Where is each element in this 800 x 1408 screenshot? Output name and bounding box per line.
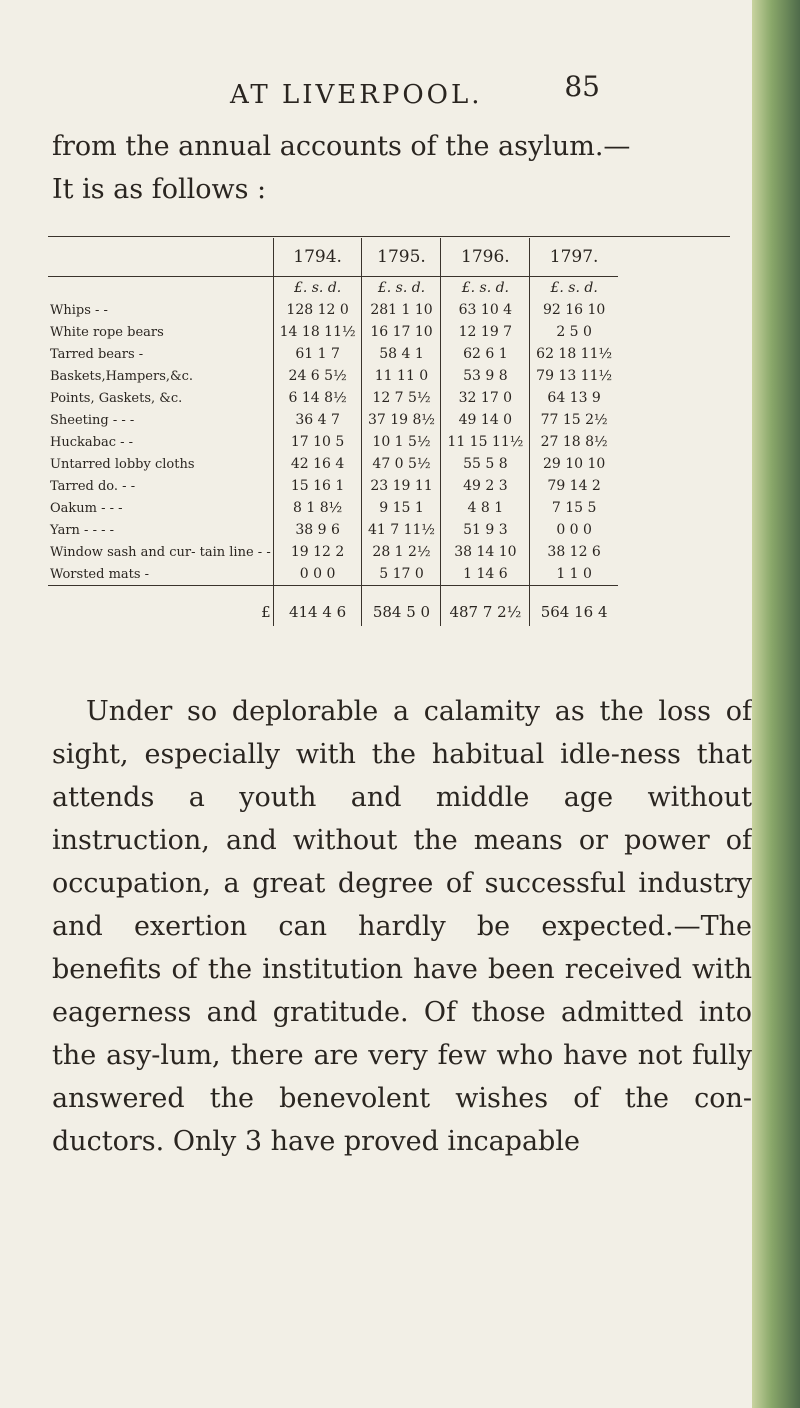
total-value: 564 16 4 xyxy=(530,586,618,627)
total-label: £ xyxy=(48,586,273,627)
cell-value: 38 14 10 xyxy=(441,541,530,563)
cell-value: 128 12 0 xyxy=(273,299,362,321)
year-header: 1794. xyxy=(273,238,362,277)
unit-label: £. s. d. xyxy=(362,277,441,300)
unit-row xyxy=(48,277,618,300)
table-row xyxy=(48,431,618,453)
cell-value: 24 6 5½ xyxy=(273,365,362,387)
cell-value: 6 14 8½ xyxy=(273,387,362,409)
unit-label: £. s. d. xyxy=(530,277,618,300)
cell-value: 10 1 5½ xyxy=(362,431,441,453)
table-row xyxy=(48,409,618,431)
cell-value: 79 14 2 xyxy=(530,475,618,497)
cell-value: 64 13 9 xyxy=(530,387,618,409)
cell-value: 38 12 6 xyxy=(530,541,618,563)
cell-value: 4 8 1 xyxy=(441,497,530,519)
total-row xyxy=(48,586,618,627)
cell-value: 51 9 3 xyxy=(441,519,530,541)
year-header: 1795. xyxy=(362,238,441,277)
unit-spacer xyxy=(48,277,273,300)
table-row xyxy=(48,365,618,387)
cell-value: 62 18 11½ xyxy=(530,343,618,365)
intro-text: from the annual accounts of the asylum.— It is as follows : xyxy=(52,131,631,205)
running-head: AT LIVERPOOL. xyxy=(230,80,483,110)
row-item: Sheeting - - - xyxy=(50,412,135,428)
cell-value: 63 10 4 xyxy=(441,299,530,321)
table-top-rule xyxy=(48,236,730,237)
cell-value: 8 1 8½ xyxy=(273,497,362,519)
cell-value: 37 19 8½ xyxy=(362,409,441,431)
unit-label: £. s. d. xyxy=(441,277,530,300)
row-item: Huckabac - - xyxy=(50,434,134,450)
cell-value: 281 1 10 xyxy=(362,299,441,321)
cell-value: 12 19 7 xyxy=(441,321,530,343)
cell-value: 0 0 0 xyxy=(273,563,362,586)
cell-value: 49 14 0 xyxy=(441,409,530,431)
cell-value: 5 17 0 xyxy=(362,563,441,586)
cell-value: 28 1 2½ xyxy=(362,541,441,563)
row-item: Tarred bears - xyxy=(50,346,144,362)
year-header: 1796. xyxy=(441,238,530,277)
row-item: Worsted mats - xyxy=(50,566,150,582)
row-item: Whips - - xyxy=(50,302,108,318)
cell-value: 62 6 1 xyxy=(441,343,530,365)
body-paragraph: Under so deplorable a calamity as the loss of sight, especially with the habitual idle-ness that attends a youth and middle age without instruction, and without the means or power of occupation, a great degree of successful industry and exertion can hardly be expected.—The benefits of the institution have been received with eagerness and gratitude. Of those admitted into the asy-lum, there are very few who have not fully answered the benevolent wishes of the con-ductors. Only 3 have proved incapable xyxy=(52,696,752,1157)
row-item: Yarn - - - - xyxy=(50,522,115,538)
cell-value: 15 16 1 xyxy=(273,475,362,497)
table-row xyxy=(48,541,618,563)
table-row xyxy=(48,343,618,365)
cell-value: 41 7 11½ xyxy=(362,519,441,541)
row-item: White rope bears xyxy=(50,324,164,340)
table-body xyxy=(48,277,618,627)
row-item: Oakum - - - xyxy=(50,500,123,516)
table-row xyxy=(48,321,618,343)
cell-value: 29 10 10 xyxy=(530,453,618,475)
cell-value: 11 11 0 xyxy=(362,365,441,387)
row-item: Baskets,Hampers,&c. xyxy=(50,368,194,384)
cell-value: 23 19 11 xyxy=(362,475,441,497)
cell-value: 11 15 11½ xyxy=(441,431,530,453)
cell-value: 1 14 6 xyxy=(441,563,530,586)
row-item: Untarred lobby cloths xyxy=(50,456,195,472)
cell-value: 58 4 1 xyxy=(362,343,441,365)
cell-value: 49 2 3 xyxy=(441,475,530,497)
table-row xyxy=(48,519,618,541)
cell-value: 9 15 1 xyxy=(362,497,441,519)
cell-value: 36 4 7 xyxy=(273,409,362,431)
table-row xyxy=(48,299,618,321)
cell-value: 2 5 0 xyxy=(530,321,618,343)
row-item: Points, Gaskets, &c. xyxy=(50,390,183,406)
year-header: 1797. xyxy=(530,238,618,277)
cell-value: 12 7 5½ xyxy=(362,387,441,409)
cell-value: 17 10 5 xyxy=(273,431,362,453)
table-header-row xyxy=(48,238,618,277)
cell-value: 16 17 10 xyxy=(362,321,441,343)
cell-value: 38 9 6 xyxy=(273,519,362,541)
body-text xyxy=(52,690,752,1163)
row-item: Tarred do. - - xyxy=(50,478,136,494)
total-value: 414 4 6 xyxy=(273,586,362,627)
cell-value: 55 5 8 xyxy=(441,453,530,475)
cell-value: 61 1 7 xyxy=(273,343,362,365)
cell-value: 1 1 0 xyxy=(530,563,618,586)
page-edge-marbling xyxy=(752,0,800,1408)
table-row xyxy=(48,387,618,409)
cell-value: 14 18 11½ xyxy=(273,321,362,343)
page-number: 85 xyxy=(564,70,600,103)
table-row xyxy=(48,475,618,497)
unit-label: £. s. d. xyxy=(273,277,362,300)
cell-value: 92 16 10 xyxy=(530,299,618,321)
cell-value: 79 13 11½ xyxy=(530,365,618,387)
table-row xyxy=(48,453,618,475)
accounts-table xyxy=(48,238,618,626)
table-row xyxy=(48,497,618,519)
cell-value: 0 0 0 xyxy=(530,519,618,541)
cell-value: 7 15 5 xyxy=(530,497,618,519)
cell-value: 27 18 8½ xyxy=(530,431,618,453)
cell-value: 53 9 8 xyxy=(441,365,530,387)
total-value: 487 7 2½ xyxy=(441,586,530,627)
cell-value: 47 0 5½ xyxy=(362,453,441,475)
table-row xyxy=(48,563,618,586)
cell-value: 32 17 0 xyxy=(441,387,530,409)
row-item: Window sash and cur- tain line - - xyxy=(50,544,271,560)
total-value: 584 5 0 xyxy=(362,586,441,627)
cell-value: 19 12 2 xyxy=(273,541,362,563)
cell-value: 77 15 2½ xyxy=(530,409,618,431)
cell-value: 42 16 4 xyxy=(273,453,362,475)
